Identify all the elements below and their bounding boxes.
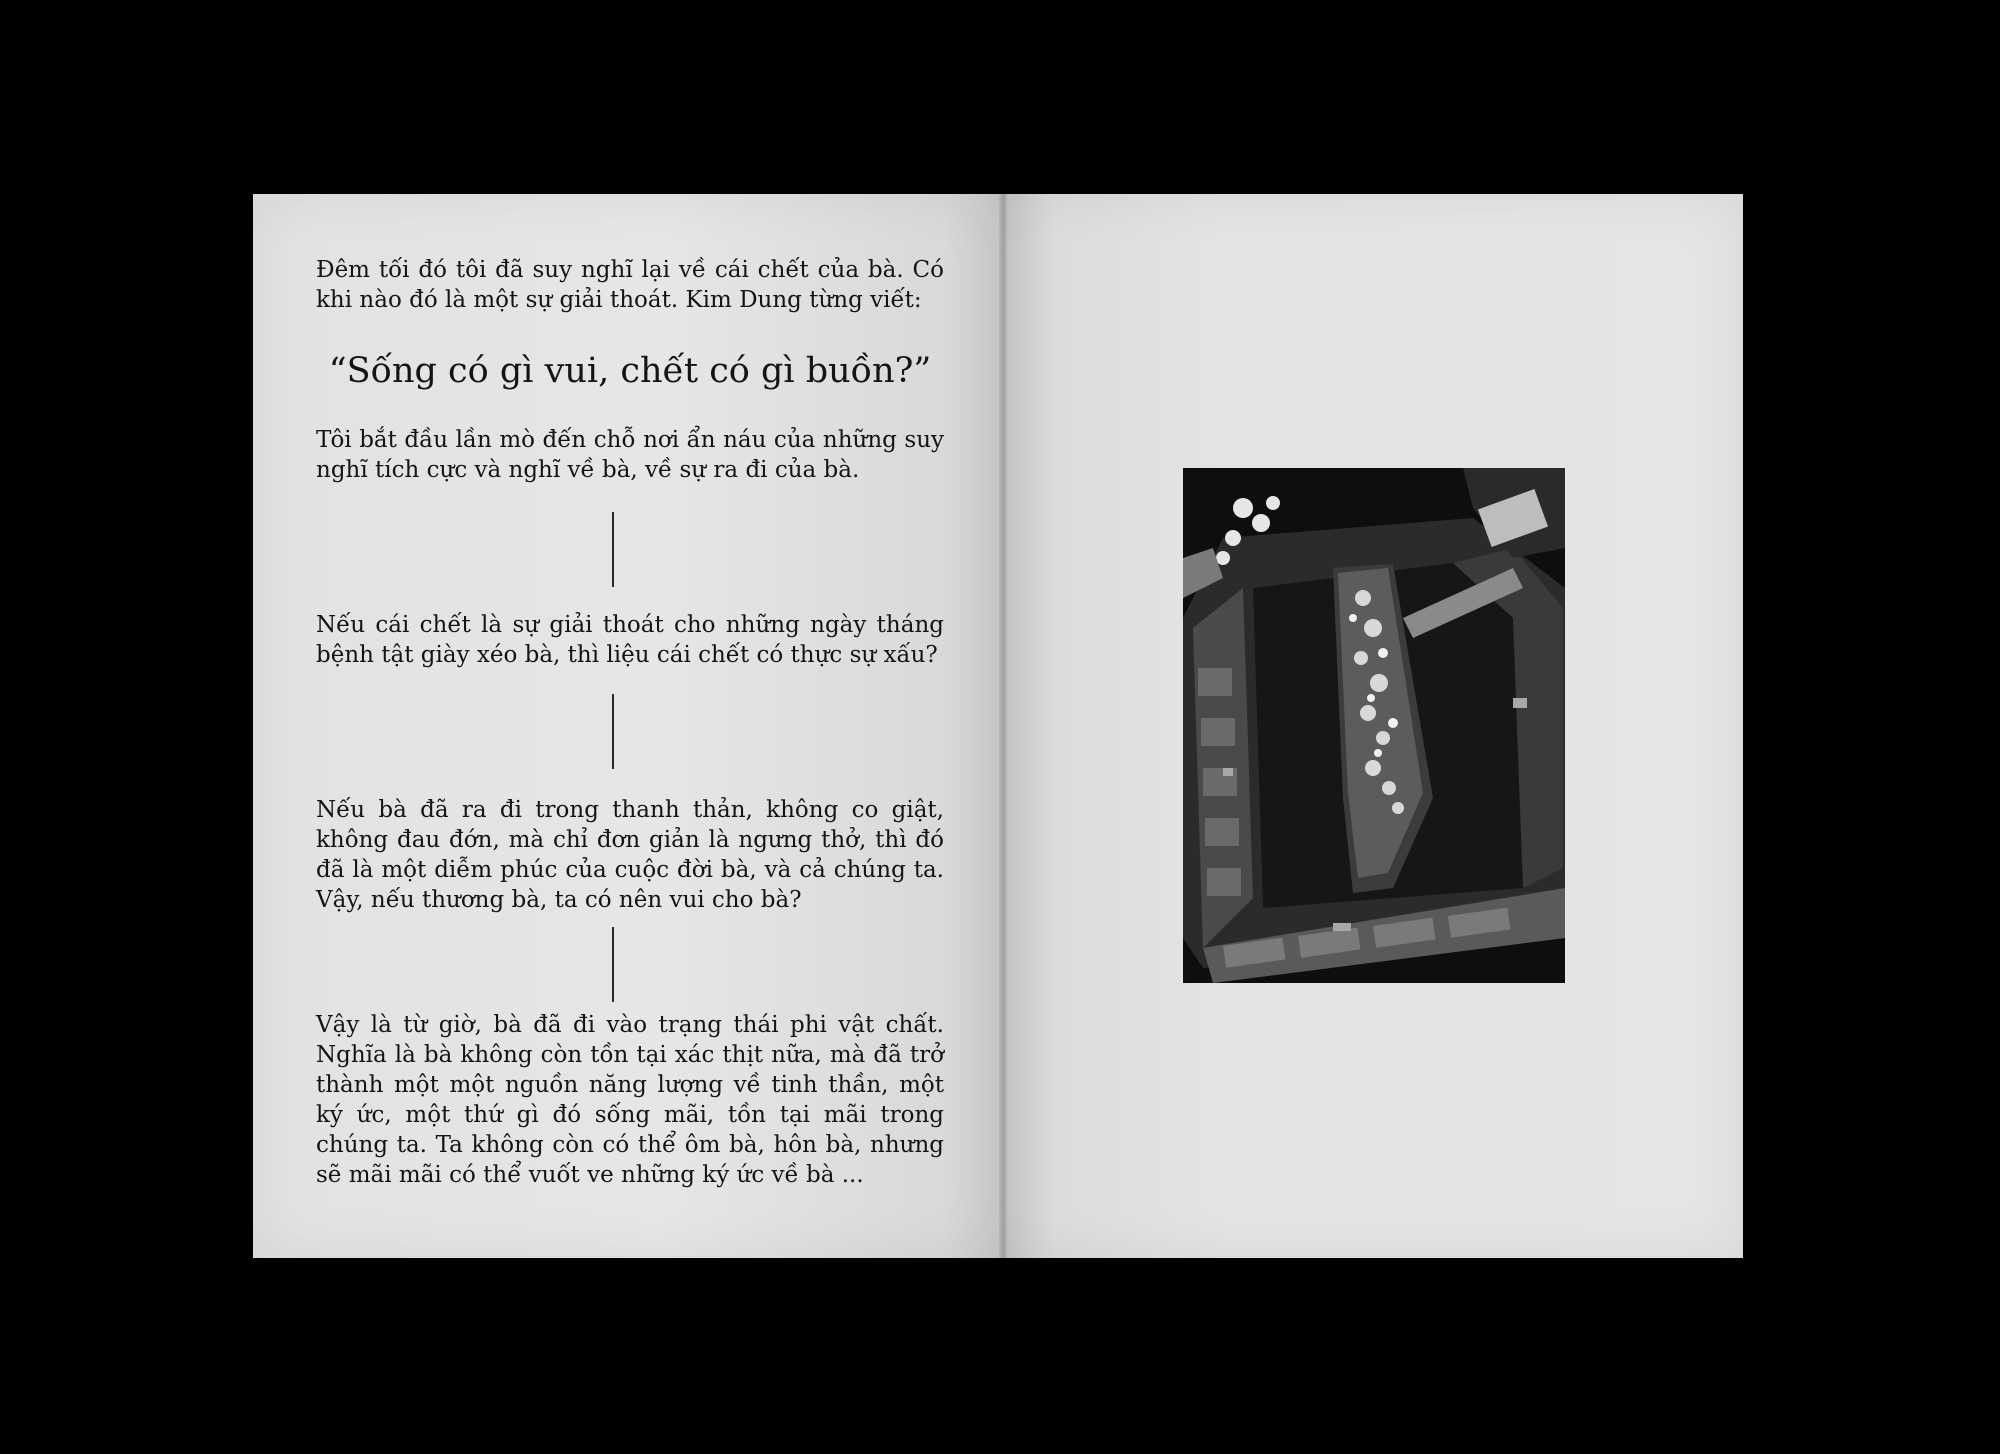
paragraph-1: Đêm tối đó tôi đã suy nghĩ lại về cái chết của bà. Có khi nào đó là một sự giải thoát. Kim Dung từng viết:: [316, 257, 944, 313]
paragraph-3: Nếu cái chết là sự giải thoát cho những ngày tháng bệnh tật giày xéo bà, thì liệu cái chết có thực sự xấu?: [316, 612, 944, 668]
paragraph-2: Tôi bắt đầu lần mò đến chỗ nơi ẩn náu của những suy nghĩ tích cực và nghĩ về bà, về sự ra đi của bà.: [316, 427, 944, 483]
paragraph-5: Vậy là từ giờ, bà đã đi vào trạng thái phi vật chất. Nghĩa là bà không còn tồn tại xác thịt nữa, mà đã trở thành một một nguồn năng lượng về tinh thần, một ký ức, một thứ gì đó sống mãi, tồn tại mãi trong chúng ta. Ta không còn có thể ôm bà, hôn bà, nhưng sẽ mãi mãi có thể vuốt ve những ký ức về bà ...: [316, 1012, 944, 1188]
divider-line-2: [612, 694, 614, 769]
coffin-in-grave-image: [1183, 468, 1565, 983]
divider-line-3: [612, 927, 614, 1002]
paragraph-4: Nếu bà đã ra đi trong thanh thản, không co giật, không đau đớn, mà chỉ đơn giản là ngưng thở, thì đó đã là một diễm phúc của cuộc đời bà, và cả chúng ta. Vậy, nếu thương bà, ta có nên vui cho bà?: [316, 797, 944, 913]
book-gutter: [999, 194, 1007, 1258]
funeral-photo: [1183, 468, 1565, 983]
pull-quote: “Sống có gì vui, chết có gì buồn?”: [328, 351, 932, 391]
divider-line-1: [612, 512, 614, 587]
